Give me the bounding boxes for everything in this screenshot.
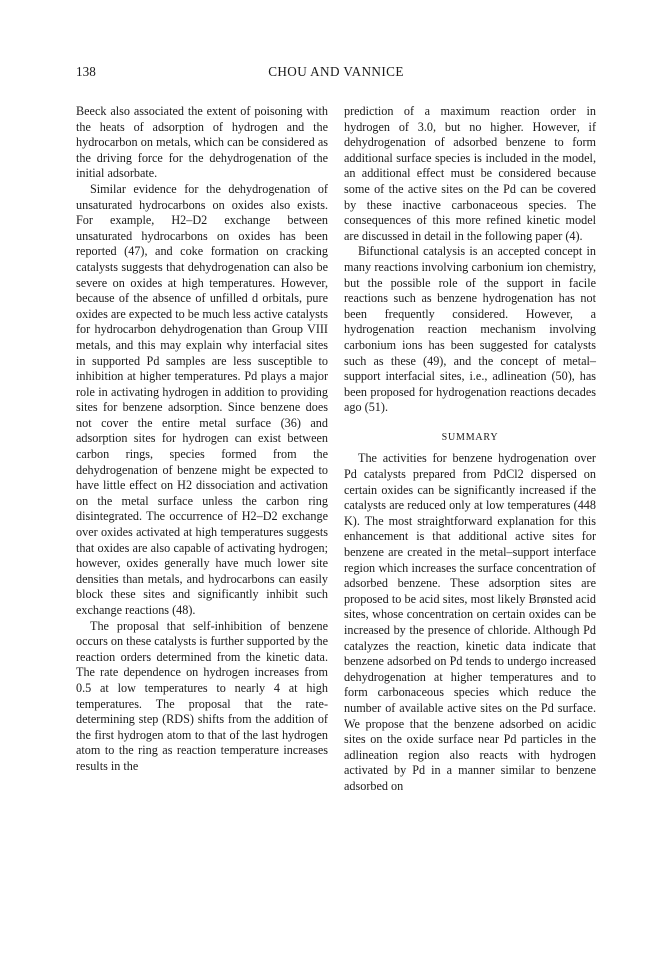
body-paragraph: Beeck also associated the extent of poisoning with the heats of adsorption of hydrogen and the hydrocarbon on metals, which can be considered as the driving force for the dehydrogenation of the initial adsorbate. — [76, 104, 328, 181]
body-paragraph: Bifunctional catalysis is an accepted concept in many reactions involving carbonium ion chemistry, but the possible role of the support in facile reactions such as benzene hydrogenation has not been frequently considered. However, a hydrogenation reaction mechanism involving carbonium ions has been suggested for catalysts such as these (49), and the concept of metal–support interfacial sites, i.e., adlineation (50), has been proposed for hydrogenation reactions decades ago (51). — [344, 244, 596, 415]
right-column — [344, 104, 596, 795]
body-paragraph: prediction of a maximum reaction order in hydrogen of 3.0, but no higher. However, if dehydrogenation of adsorbed benzene to form additional surface species is included in the model, an additional effect must be considered because some of the active sites on the Pd can be covered by these inactive carbonaceous species. The consequences of this more refined kinetic model are discussed in detail in the following paper (4). — [344, 104, 596, 243]
section-heading-summary: SUMMARY — [441, 431, 499, 443]
page-number: 138 — [76, 64, 96, 79]
page-header — [76, 64, 596, 84]
body-paragraph: The activities for benzene hydrogenation over Pd catalysts prepared from PdCl2 dispersed on certain oxides can be significantly increased if the catalysts are reduced only at low temperatures (448 K). The most straightforward explanation for this enhancement is that additional active sites for benzene are created in the metal–support interface region which increases the surface concentration of adsorbed benzene. These adsorption sites are proposed to be acid sites, most likely Brønsted acid sites, whose concentration on certain oxides can be increased by the presence of chloride. Although Pd catalyzes the reaction, kinetic data indicate that benzene adsorbed on Pd tends to undergo increased dehydrogenation at higher temperatures and to form carbonaceous species which reduce the number of available active sites on the Pd surface. We propose that the benzene adsorbed on acidic sites on the oxide surface near Pd particles in the adlineation region also reacts with hydrogen activated by Pd in a manner similar to benzene adsorbed on — [344, 451, 596, 793]
left-column — [76, 104, 328, 775]
body-paragraph: The proposal that self-inhibition of benzene occurs on these catalysts is further supported by the reaction orders determined from the kinetic data. The rate dependence on hydrogen increases from 0.5 at low temperatures to nearly 4 at high temperatures. The proposal that the rate-determining step (RDS) shifts from the addition of the first hydrogen atom to that of the last hydrogen atom to the ring as reaction temperature increases results in the — [76, 618, 328, 773]
running-head: CHOU AND VANNICE — [268, 64, 404, 79]
body-paragraph: Similar evidence for the dehydrogenation of unsaturated hydrocarbons on oxides also exists. For example, H2–D2 exchange between unsaturated hydrocarbons on oxides has been reported (47), and coke formation on cracking catalysts suggests that dehydrogenation can also be severe on oxides at high temperatures. However, because of the absence of unfilled d orbitals, pure oxides are expected to be much less active catalysts for hydrocarbon dehydrogenation than Group VIII metals, and this may explain why interfacial sites in supported Pd samples are less susceptible to inhibition at higher temperatures. Pd plays a major role in activating hydrogen in addition to providing sites for benzene adsorption. Since benzene does not cover the entire metal surface (36) and adsorption sites for hydrogen can exist between carbon rings, species formed from the dehydrogenation of benzene might be expected to have little effect on H2 dissociation and activation on the metal surface unless the carbon ring disintegrated. The occurrence of H2–D2 exchange over oxides activated at high temperatures suggests that oxides are also capable of activating hydrogen; however, oxides generally have much lower site densities than metals, and hydrocarbons can easily block these sites and significantly inhibit such exchange reactions (48). — [76, 181, 328, 617]
